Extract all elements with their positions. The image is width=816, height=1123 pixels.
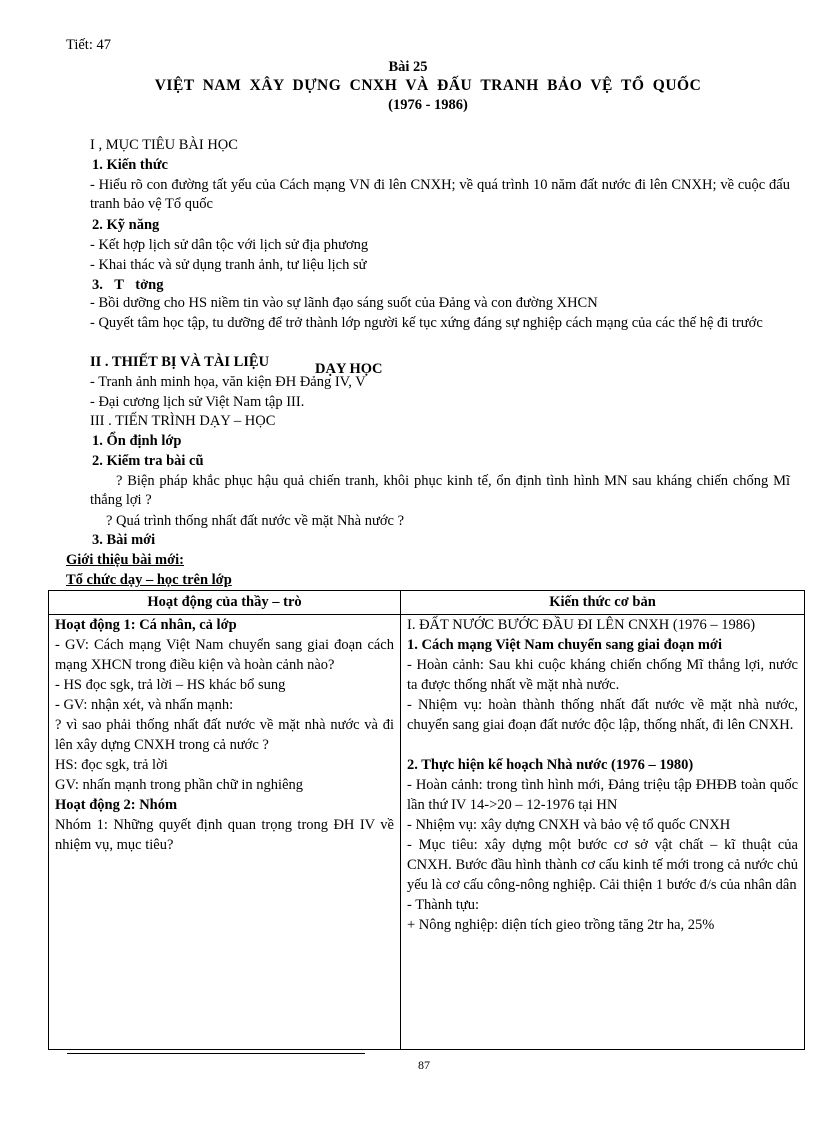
attitude-item-2: - Quyết tâm học tập, tu dưỡng để trở thành lớp người kế tục xứng đáng sự nghiệp cách mạng của các thế hệ đi trước — [90, 315, 763, 331]
section-3-heading: III . TIẾN TRÌNH DẠY – HỌC — [90, 413, 276, 429]
skills-item-1: - Kết hợp lịch sử dân tộc với lịch sử địa phương — [90, 237, 369, 253]
header-basic-knowledge: Kiến thức cơ bản — [401, 591, 805, 615]
equipment-item-2: - Đại cương lịch sử Việt Nam tập III. — [90, 394, 305, 410]
subsection-2-title: 2. Thực hiện kế hoạch Nhà nước (1976 – 1980) — [407, 757, 694, 773]
step-3: 3. Bài mới — [92, 532, 156, 548]
part-1-title: I. ĐẤT NƯỚC BƯỚC ĐẦU ĐI LÊN CNXH (1976 – 1986) — [407, 617, 756, 633]
activity-1-gv3: GV: nhấn mạnh trong phần chữ in nghiêng — [55, 777, 304, 793]
subsection-2-agriculture: + Nông nghiệp: diện tích gieo trồng tăng 2tr ha, 25% — [407, 917, 715, 933]
knowledge-text: - Hiểu rõ con đường tất yếu của Cách mạng VN đi lên CNXH; về quá trình 10 năm đất nước đi lên CNXH; về cuộc đấu tranh bảo vệ Tổ quốc — [90, 177, 790, 212]
page-number: 87 — [418, 1058, 430, 1072]
attitude-heading: 3. T tởng — [92, 277, 164, 293]
activity-1-gv: - GV: Cách mạng Việt Nam chuyển sang giai đoạn cách mạng XHCN trong điều kiện và hoàn cảnh nào? — [55, 637, 394, 673]
activity-1-gv2: - GV: nhận xét, và nhấn mạnh: — [55, 697, 234, 713]
skills-item-2: - Khai thác và sử dụng tranh ảnh, tư liệu lịch sử — [90, 257, 367, 273]
activity-2-group-1: Nhóm 1: Những quyết định quan trọng trong ĐH IV về nhiệm vụ, mục tiêu? — [55, 817, 394, 853]
header-teacher-student: Hoạt động của thầy – trò — [49, 591, 401, 615]
footer-divider — [67, 1053, 365, 1054]
knowledge-heading: 1. Kiến thức — [92, 157, 168, 173]
activity-2-title: Hoạt động 2: Nhóm — [55, 797, 178, 813]
step-2: 2. Kiểm tra bài cũ — [92, 453, 204, 469]
attitude-item-1: - Bồi dưỡng cho HS niềm tin vào sự lãnh đạo sáng suốt của Đảng và con đường XHCN — [90, 295, 598, 311]
table-header-row — [49, 591, 805, 615]
lesson-number: Bài 25 — [388, 59, 428, 75]
lesson-period: Tiết: 47 — [66, 37, 111, 53]
subsection-2-context: - Hoàn cảnh: trong tình hình mới, Đảng triệu tập ĐHĐB toàn quốc lần thứ IV 14->20 – 12-1976 tại HN — [407, 777, 798, 813]
subsection-2-goal: - Mục tiêu: xây dựng một bước cơ sở vật chất – kĩ thuật của CNXH. Bước đầu hình thành cơ cấu kinh tế mới trong cả nước chủ yếu là cơ cấu công-nông nghiệp. Cải thiện 1 bước đ/s của nhân dân — [407, 837, 798, 893]
lesson-table — [48, 590, 805, 1050]
section-2-heading: II . THIẾT BỊ VÀ TÀI LIỆU — [90, 354, 270, 370]
right-cell — [401, 615, 805, 1050]
review-question-1: ? Biện pháp khắc phục hậu quả chiến tranh, khôi phục kinh tế, ổn định tình hình MN sau kháng chiến chống Mĩ thắng lợi ? — [90, 473, 790, 508]
activity-1-question: ? vì sao phải thống nhất đất nước về mặt nhà nước và đi lên xây dựng CNXH trong cả nước ? — [55, 717, 394, 753]
left-cell — [49, 615, 401, 1050]
organize-label: Tổ chức dạy – học trên lớp — [66, 572, 232, 588]
intro-label: Giới thiệu bài mới: — [66, 552, 184, 568]
skills-heading: 2. Kỹ năng — [92, 217, 160, 233]
subsection-1-context: - Hoàn cảnh: Sau khi cuộc kháng chiến chống Mĩ thắng lợi, nước ta được thống nhất về mặt nhà nước. — [407, 657, 798, 693]
subsection-1-task: - Nhiệm vụ: hoàn thành thống nhất đất nước về mặt nhà nước, chuyển sang giai đoạn đất nước độc lập, thống nhất, đi lên CNXH. — [407, 697, 798, 733]
activity-1-hs2: HS: đọc sgk, trả lời — [55, 757, 168, 773]
subsection-1-title: 1. Cách mạng Việt Nam chuyển sang giai đoạn mới — [407, 637, 722, 653]
activity-1-title: Hoạt động 1: Cá nhân, cả lớp — [55, 617, 237, 633]
lesson-time-period: (1976 - 1986) — [388, 97, 468, 113]
review-question-2: ? Quá trình thống nhất đất nước về mặt Nhà nước ? — [106, 513, 405, 529]
lesson-title: VIỆT NAM XÂY DỰNG CNXH VÀ ĐẤU TRANH BẢO VỆ TỔ QUỐC — [154, 77, 702, 94]
section-2-heading-tail: DẠY HỌC — [315, 361, 383, 377]
section-1-heading: I , MỤC TIÊU BÀI HỌC — [90, 137, 238, 153]
spacer — [407, 735, 798, 755]
subsection-2-achievements: - Thành tựu: — [407, 897, 480, 913]
subsection-2-task: - Nhiệm vụ: xây dựng CNXH và bảo vệ tổ quốc CNXH — [407, 817, 731, 833]
activity-1-hs: - HS đọc sgk, trả lời – HS khác bổ sung — [55, 677, 286, 693]
equipment-item-1: - Tranh ảnh minh họa, văn kiện ĐH Đảng IV, V — [90, 374, 366, 390]
step-1: 1. Ổn định lớp — [92, 433, 182, 449]
table-row — [49, 615, 805, 1050]
